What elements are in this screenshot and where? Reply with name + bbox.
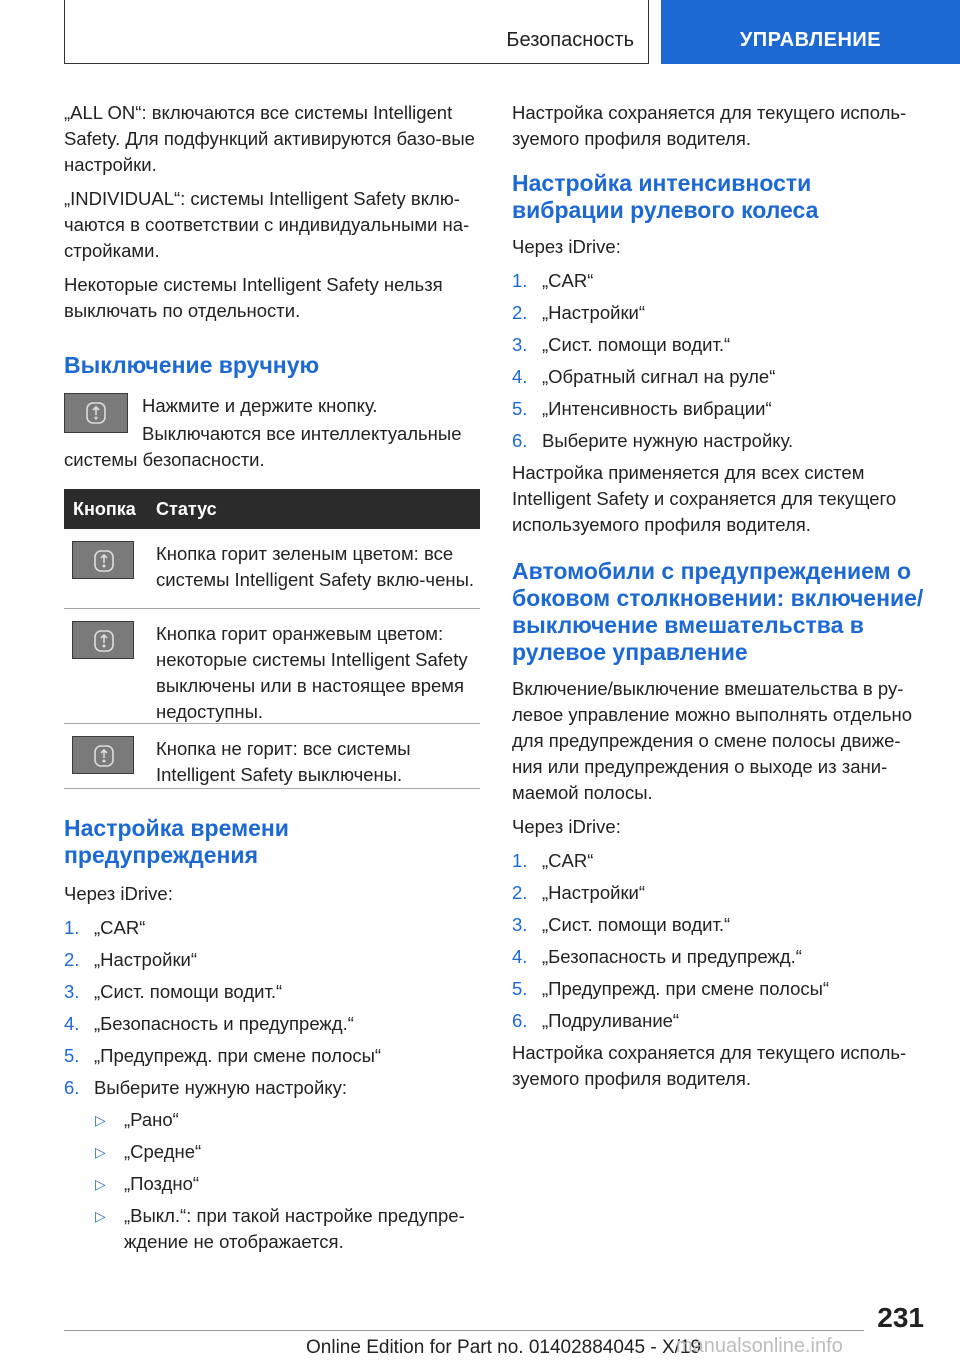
triangle-bullet-icon: ▷ — [95, 1208, 106, 1224]
list-item: 6. „Подруливание“ — [512, 1010, 680, 1031]
paragraph-applies-all: Настройка применяется для всех систем Intelligent Safety и сохраняется для текущего используемого профиля водителя. — [512, 462, 897, 535]
list-item: 4. „Обратный сигнал на руле“ — [512, 366, 776, 387]
list-item: 1. „CAR“ — [512, 850, 594, 871]
list-item: 3. „Сист. помощи водит.“ — [512, 334, 731, 355]
right-column — [512, 100, 926, 1100]
table-row-status: Кнопка горит оранжевым цветом: некоторые системы Intelligent Safety выключены или в настоящее время недоступны. — [156, 623, 468, 722]
list-item: 3. „Сист. помощи водит.“ — [64, 981, 283, 1002]
via-idrive: Через iDrive: — [512, 236, 621, 257]
triangle-bullet-icon: ▷ — [95, 1144, 106, 1160]
list-item: 5. „Предупрежд. при смене полосы“ — [64, 1045, 382, 1066]
option-item: ▷ „Средне“ — [64, 1139, 480, 1165]
status-table — [64, 489, 480, 789]
table-row — [64, 529, 480, 609]
header-section-title: Безопасность — [506, 29, 634, 51]
steps-list — [64, 915, 480, 1255]
list-item: 3. „Сист. помощи водит.“ — [512, 914, 731, 935]
table-row — [64, 724, 480, 789]
table-row-status: Кнопка горит зеленым цветом: все системы Intelligent Safety вклю-чены. — [156, 543, 475, 590]
manual-block — [64, 393, 480, 473]
header-chapter-tab — [661, 0, 960, 64]
paragraph-all-on: „ALL ON“: включаются все системы Intelligent Safety. Для подфункций активируются базо-вые настройки. — [64, 102, 475, 175]
heading-warning-time: Настройка времени предупреждения — [64, 815, 289, 868]
page-number: 231 — [877, 1302, 924, 1333]
footer-divider — [64, 1330, 864, 1331]
list-item: 1. „CAR“ — [512, 270, 594, 291]
safety-button-icon — [72, 541, 134, 579]
via-idrive: Через iDrive: — [512, 816, 621, 837]
list-item: 4. „Безопасность и предупрежд.“ — [64, 1013, 354, 1034]
list-item: 1. „CAR“ — [64, 917, 146, 938]
list-item: 5. „Предупрежд. при смене полосы“ — [512, 978, 830, 999]
steps-list — [512, 848, 926, 1034]
triangle-bullet-icon: ▷ — [95, 1176, 106, 1192]
list-item: 2. „Настройки“ — [64, 949, 198, 970]
paragraph-steering-intervention: Включение/выключение вмешательства в ру-левое управление можно выполнять отдельно для предупреждения о смене полосы движе-ния или предупреждения о выходе из зани-маемой полосы. — [512, 678, 913, 803]
safety-button-icon — [72, 736, 134, 774]
left-column — [64, 100, 480, 1261]
heading-vibration: Настройка интенсивности вибрации рулевого колеса — [512, 170, 819, 223]
list-item: 5. „Интенсивность вибрации“ — [512, 398, 772, 419]
table-header — [64, 489, 480, 529]
watermark: manualsonline.info — [676, 1335, 843, 1357]
paragraph-saved-profile: Настройка сохраняется для текущего исполь-зуемого профиля водителя. — [512, 102, 907, 149]
option-item: ▷ „Поздно“ — [64, 1171, 480, 1197]
heading-side-collision: Автомобили с предупреждением о боковом столкновении: включение/выключение вмешательства в рулевое управление — [512, 558, 924, 665]
table-row-status: Кнопка не горит: все системы Intelligent Safety выключены. — [156, 738, 411, 785]
list-item: 2. „Настройки“ — [512, 302, 646, 323]
via-idrive: Через iDrive: — [64, 883, 173, 904]
footer-edition: Online Edition for Part no. 01402884045 - X/19 — [306, 1337, 702, 1358]
list-item: 4. „Безопасность и предупрежд.“ — [512, 946, 802, 967]
table-row — [64, 609, 480, 724]
option-item: ▷ „Рано“ — [64, 1107, 480, 1133]
safety-button-icon — [72, 621, 134, 659]
table-col-button: Кнопка — [73, 498, 136, 519]
table-col-status: Статус — [156, 498, 217, 519]
paragraph-some-systems: Некоторые системы Intelligent Safety нельзя выключать по отдельности. — [64, 274, 443, 321]
header-chapter-title: УПРАВЛЕНИЕ — [739, 29, 882, 51]
list-item: 6. Выберите нужную настройку: — [64, 1077, 347, 1098]
list-item: 6. Выберите нужную настройку. — [512, 430, 794, 451]
paragraph-individual: „INDIVIDUAL“: системы Intelligent Safety вклю-чаются в соответствии с индивидуальными на-стройками. — [64, 188, 470, 261]
list-item: 2. „Настройки“ — [512, 882, 646, 903]
steps-list — [512, 268, 926, 454]
manual-result-text: Выключаются все интеллектуальные системы безопасности. — [64, 423, 462, 470]
header-section-tab — [64, 0, 649, 64]
heading-manual-off: Выключение вручную — [64, 352, 320, 378]
triangle-bullet-icon: ▷ — [95, 1112, 106, 1128]
paragraph-saved-profile-2: Настройка сохраняется для текущего исполь-зуемого профиля водителя. — [512, 1042, 907, 1089]
manual-step-text: Нажмите и держите кнопку. — [142, 395, 378, 416]
option-item: ▷ „Выкл.“: при такой настройке предупре-ждение не отображается. — [95, 1205, 465, 1252]
